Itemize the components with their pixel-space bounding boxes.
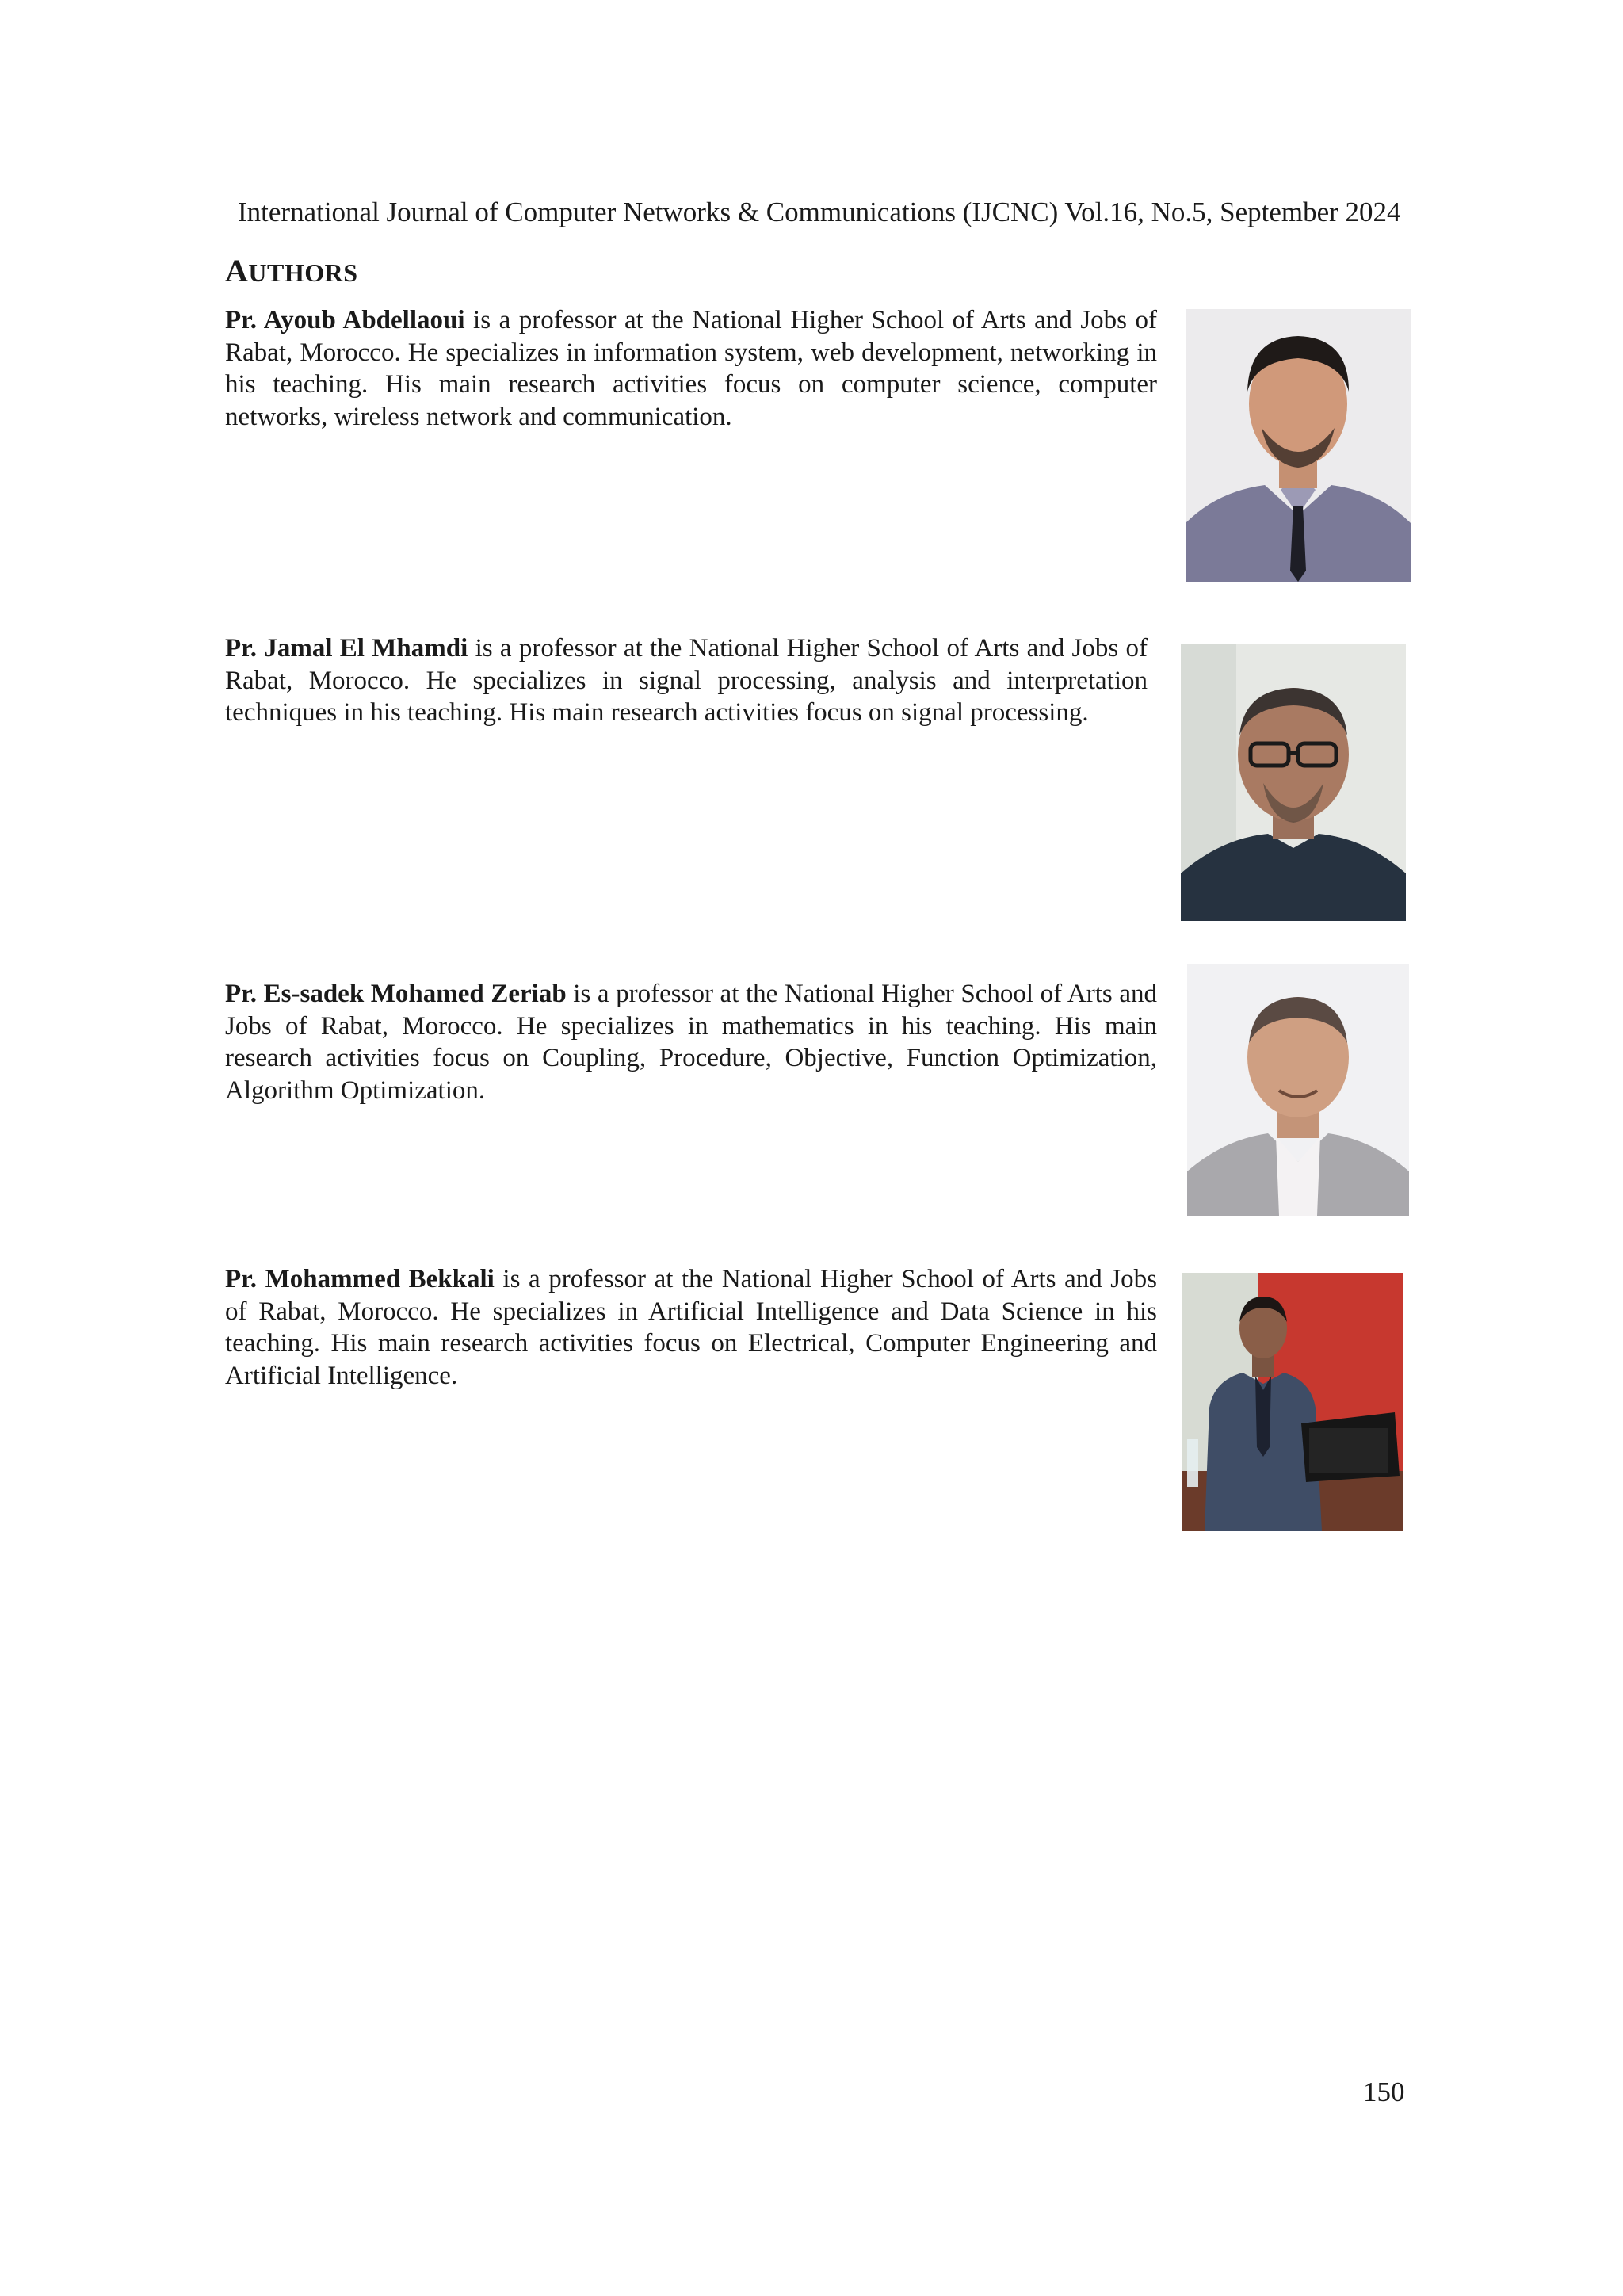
- author-bio-2: [225, 632, 1148, 729]
- running-header: International Journal of Computer Networks & Communications (IJCNC) Vol.16, No.5, September 2024: [238, 197, 1401, 227]
- portrait-1: [1186, 309, 1411, 582]
- author-photo-1: [1186, 309, 1411, 582]
- portrait-4: [1182, 1273, 1403, 1531]
- author-bio-text-1: is a professor at the National Higher School of Arts and Jobs of Rabat, Morocco. He specializes in information system, web development, networking in his teaching. His main research activities focus on computer science, computer networks, wireless network and communication.: [225, 306, 1157, 431]
- author-photo-2: [1181, 644, 1406, 921]
- author-bio-3: [225, 978, 1157, 1106]
- author-name-1: Pr. Ayoub Abdellaoui: [225, 306, 465, 334]
- author-name-2: Pr. Jamal El Mhamdi: [225, 634, 468, 663]
- portrait-2: [1181, 644, 1406, 921]
- portrait-3: [1187, 964, 1409, 1216]
- author-bio-text-3: is a professor at the National Higher School of Arts and Jobs of Rabat, Morocco. He specializes in mathematics in his teaching. His main research activities focus on Coupling, Procedure, Objective, Function Optimization, Algorithm Optimization.: [225, 980, 1157, 1105]
- author-photo-3: [1187, 964, 1409, 1216]
- author-photo-4: [1182, 1273, 1403, 1531]
- heading-initial: A: [225, 253, 249, 288]
- section-heading-authors: [225, 252, 358, 289]
- author-bio-1: [225, 304, 1157, 433]
- author-bio-4: [225, 1263, 1157, 1392]
- author-name-3: Pr. Es-sadek Mohamed Zeriab: [225, 980, 567, 1008]
- author-bio-text-2: is a professor at the National Higher School of Arts and Jobs of Rabat, Morocco. He specializes in signal processing, analysis and interpretation techniques in his teaching. His main research activities focus on signal processing.: [225, 634, 1148, 727]
- page-number: 150: [1363, 2076, 1405, 2107]
- author-bio-text-4: is a professor at the National Higher School of Arts and Jobs of Rabat, Morocco. He specializes in Artificial Intelligence and Data Science in his teaching. His main research activities focus on Electrical, Computer Engineering and Artificial Intelligence.: [225, 1265, 1157, 1390]
- heading-rest: UTHORS: [248, 258, 358, 287]
- author-name-4: Pr. Mohammed Bekkali: [225, 1265, 495, 1293]
